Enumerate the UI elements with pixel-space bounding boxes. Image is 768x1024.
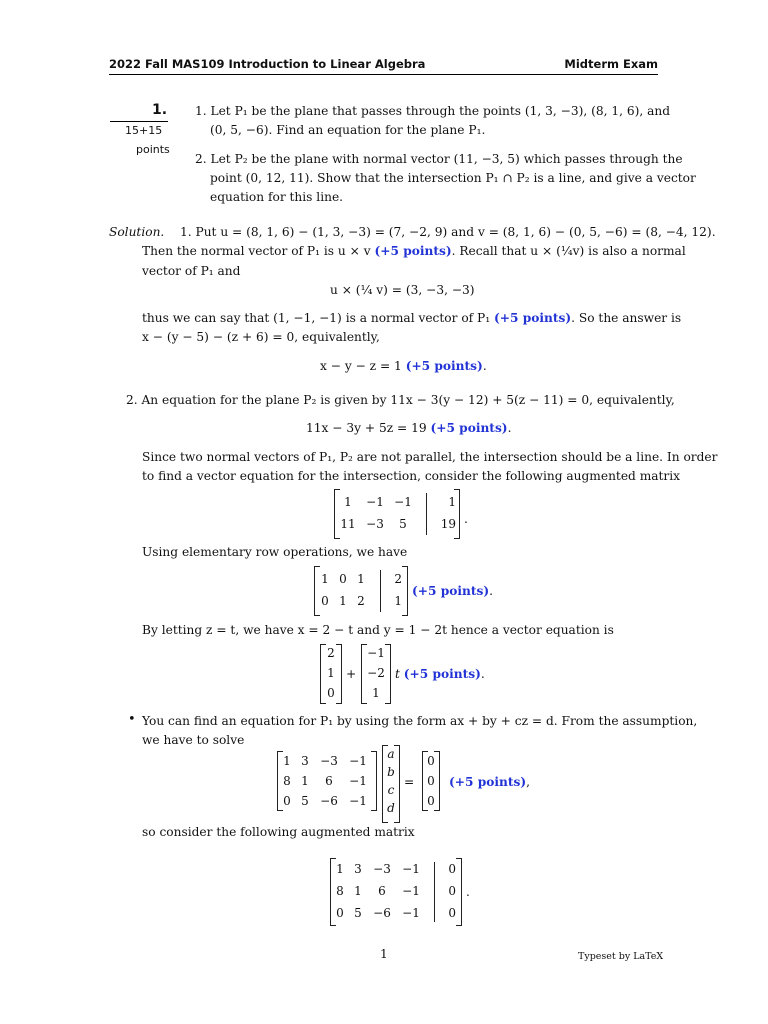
matrix-cell: −1 xyxy=(402,862,420,876)
vector-entry: 0 xyxy=(427,754,435,768)
solution-2-line-4: Using elementary row operations, we have xyxy=(142,545,408,559)
matrix-cell: 0 xyxy=(448,862,456,876)
matrix-cell: 0 xyxy=(448,884,456,898)
matrix-cell: 1 xyxy=(336,862,344,876)
matrix-cell: −3 xyxy=(366,517,384,531)
matrix-cell: −1 xyxy=(349,774,367,788)
bullet-icon: • xyxy=(128,712,136,727)
solution-2-line-3: to find a vector equation for the intersection, consider the following augmented matrix xyxy=(142,469,681,483)
matrix-cell: 1 xyxy=(344,495,352,509)
vector-entry: 1 xyxy=(372,686,380,700)
vector-entry: b xyxy=(387,765,395,779)
solution-1-equation-2: x − y − z = 1 (+5 points). xyxy=(320,359,487,373)
page-number: 1 xyxy=(380,947,388,961)
vector-entry: 0 xyxy=(327,686,335,700)
solution-1-line-5: x − (y − 5) − (z + 6) = 0, equivalently, xyxy=(142,330,380,344)
vector-entry: 0 xyxy=(427,794,435,808)
point-vector xyxy=(320,644,342,704)
matrix-cell: −3 xyxy=(373,862,391,876)
augmented-matrix-1 xyxy=(334,489,460,539)
matrix-cell: 1 xyxy=(354,884,362,898)
matrix-cell: 6 xyxy=(378,884,386,898)
direction-vector xyxy=(361,644,391,704)
solution-2-line-2: Since two normal vectors of P₁, P₂ are not parallel, the intersection should be a line. In order xyxy=(142,450,718,464)
matrix-cell: −1 xyxy=(366,495,384,509)
course-title: 2022 Fall MAS109 Introduction to Linear Algebra xyxy=(109,57,426,71)
solution-1-equation-1: u × (¼ v) = (3, −3, −3) xyxy=(330,283,475,297)
matrix-cell: 1 xyxy=(339,594,347,608)
matrix-cell: 0 xyxy=(448,906,456,920)
matrix-cell: 19 xyxy=(440,517,456,531)
points-badge: (+5 points) xyxy=(449,775,527,789)
points-badge: (+5 points) xyxy=(412,584,490,598)
problem-points: 15+15 xyxy=(125,124,163,137)
matrix-cell: 5 xyxy=(354,906,362,920)
matrix-cell: 0 xyxy=(339,572,347,586)
matrix-cell: 3 xyxy=(301,754,309,768)
problem-points-label: points xyxy=(136,143,170,156)
solution-1-line-2: Then the normal vector of P₁ is u × v (+5 points). Recall that u × (¼v) is also a normal xyxy=(142,244,686,258)
zero-vector xyxy=(422,751,440,811)
matrix-cell: 1 xyxy=(301,774,309,788)
matrix-cell: −1 xyxy=(349,754,367,768)
points-badge: (+5 points) xyxy=(374,244,452,258)
vector-entry: 2 xyxy=(327,646,335,660)
matrix-cell: −6 xyxy=(320,794,338,808)
bullet-line-3: so consider the following augmented matrix xyxy=(142,825,415,839)
solution-2-line-1: 2. An equation for the plane P₂ is given by 11x − 3(y − 12) + 5(z − 11) = 0, equivalently, xyxy=(126,393,675,407)
matrix-cell: 8 xyxy=(336,884,344,898)
points-badge: (+5 points) xyxy=(405,359,483,373)
matrix-cell: 1 xyxy=(394,594,402,608)
question-2-line-2: point (0, 12, 11). Show that the intersection P₁ ∩ P₂ is a line, and give a vector xyxy=(210,171,696,185)
augmented-matrix-2 xyxy=(330,858,462,926)
matrix-cell: −3 xyxy=(320,754,338,768)
solution-2-line-5: By letting z = t, we have x = 2 − t and y = 1 − 2t hence a vector equation is xyxy=(142,623,614,637)
points-badge: (+5 points) xyxy=(430,421,508,435)
matrix-cell: 3 xyxy=(354,862,362,876)
matrix-cell: 11 xyxy=(340,517,356,531)
matrix-cell: 5 xyxy=(399,517,407,531)
problem-number: 1. xyxy=(152,102,168,118)
matrix-cell: 1 xyxy=(321,572,329,586)
header-rule xyxy=(109,74,658,75)
solution-2-equation-1: 11x − 3y + 5z = 19 (+5 points). xyxy=(306,421,512,435)
matrix-cell: 1 xyxy=(357,572,365,586)
vector-entry: 0 xyxy=(427,774,435,788)
question-2-line-1: 2. Let P₂ be the plane with normal vector (11, −3, 5) which passes through the xyxy=(195,152,683,166)
typeset-note: Typeset by LaTeX xyxy=(578,951,664,962)
matrix-cell: 2 xyxy=(394,572,402,586)
matrix-cell: 5 xyxy=(301,794,309,808)
bullet-line-1: You can find an equation for P₁ by using the form ax + by + cz = d. From the assumption, xyxy=(142,714,698,728)
vector-entry: d xyxy=(387,801,395,815)
matrix-cell: 8 xyxy=(283,774,291,788)
solution-1-line-3: vector of P₁ and xyxy=(142,264,241,278)
bullet-line-2: we have to solve xyxy=(142,733,245,747)
unknowns-vector xyxy=(382,745,400,823)
matrix-cell: 2 xyxy=(357,594,365,608)
matrix-cell: 1 xyxy=(283,754,291,768)
rref-matrix xyxy=(314,566,408,616)
solution-1-line-1: 1. Put u = (8, 1, 6) − (1, 3, −3) = (7, −2, 9) and v = (8, 1, 6) − (0, 5, −6) = (8, −4, 12). xyxy=(180,225,716,239)
question-2-line-3: equation for this line. xyxy=(210,190,344,204)
vector-entry: 1 xyxy=(327,666,335,680)
problem-number-rule xyxy=(110,121,168,122)
matrix-cell: 0 xyxy=(321,594,329,608)
matrix-cell: 6 xyxy=(325,774,333,788)
matrix-cell: −1 xyxy=(349,794,367,808)
solution-1-line-4: thus we can say that (1, −1, −1) is a normal vector of P₁ (+5 points). So the answer is xyxy=(142,311,682,325)
vector-entry: −1 xyxy=(367,646,385,660)
matrix-cell: 0 xyxy=(336,906,344,920)
matrix-cell: −1 xyxy=(402,906,420,920)
points-badge: (+5 points) xyxy=(403,667,481,681)
question-1-line-2: (0, 5, −6). Find an equation for the plane P₁. xyxy=(210,123,486,137)
matrix-cell: −6 xyxy=(373,906,391,920)
matrix-cell: 1 xyxy=(448,495,456,509)
question-1-line-1: 1. Let P₁ be the plane that passes through the points (1, 3, −3), (8, 1, 6), and xyxy=(195,104,671,118)
matrix-cell: −1 xyxy=(394,495,412,509)
matrix-cell: 0 xyxy=(283,794,291,808)
vector-entry: c xyxy=(387,783,395,797)
vector-entry: a xyxy=(387,747,395,761)
matrix-cell: −1 xyxy=(402,884,420,898)
solution-label: Solution. xyxy=(109,225,165,239)
vector-entry: −2 xyxy=(367,666,385,680)
points-badge: (+5 points) xyxy=(494,311,572,325)
exam-title: Midterm Exam xyxy=(564,57,658,71)
coefficient-matrix xyxy=(277,751,377,811)
